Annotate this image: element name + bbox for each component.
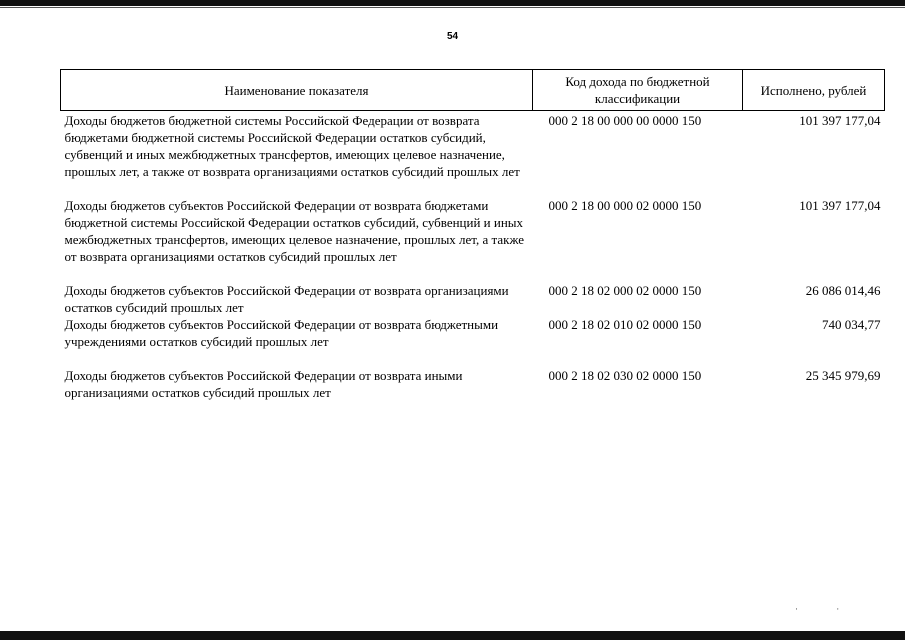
row-amount: 101 397 177,04	[799, 113, 881, 128]
row-amount: 25 345 979,69	[805, 368, 881, 383]
row-amount: 26 086 014,46	[805, 283, 881, 298]
revenue-table	[60, 69, 885, 401]
row-name: Доходы бюджетов субъектов Российской Федерации от возврата бюджетами бюджетной системы Российской Федерации остатков субсидий, субвенций и иных межбюджетных трансфертов, имеющих целевое назначение, прошлых лет, а также от возврата организациями остатков субсидий прошлых лет	[64, 198, 525, 264]
header-row	[61, 70, 885, 111]
header-amount: Исполнено, рублей	[743, 70, 885, 111]
row-name: Доходы бюджетов субъектов Российской Федерации от возврата иными организациями остатков субсидий прошлых лет	[64, 368, 463, 400]
table-row	[61, 316, 885, 367]
table-row	[61, 367, 885, 401]
table-row	[61, 197, 885, 282]
row-code: 000 2 18 02 030 02 0000 150	[548, 368, 702, 383]
row-name: Доходы бюджетов бюджетной системы Российской Федерации от возврата бюджетами бюджетной системы Российской Федерации остатков субсидий, субвенций и иных межбюджетных трансфертов, имеющих целевое назначение, прошлых лет, а также от возврата организациями остатков субсидий прошлых лет	[64, 113, 520, 179]
row-code: 000 2 18 02 010 02 0000 150	[548, 317, 702, 332]
scan-top-border	[0, 0, 905, 6]
row-code: 000 2 18 00 000 02 0000 150	[548, 198, 702, 213]
table-row	[61, 282, 885, 316]
header-code: Код дохода по бюджетной классификации	[533, 70, 743, 111]
table-row	[61, 111, 885, 198]
header-name: Наименование показателя	[61, 70, 533, 111]
scan-top-border-line	[0, 7, 905, 8]
row-amount: 101 397 177,04	[799, 198, 881, 213]
table-body	[61, 111, 885, 402]
scan-specks: · ·	[795, 604, 858, 614]
scan-bottom-border	[0, 631, 905, 640]
row-amount: 740 034,77	[822, 317, 881, 332]
row-name: Доходы бюджетов субъектов Российской Федерации от возврата организациями остатков субсидий прошлых лет	[64, 283, 509, 315]
row-name: Доходы бюджетов субъектов Российской Федерации от возврата бюджетными учреждениями остатков субсидий прошлых лет	[64, 317, 499, 349]
page-number: 54	[446, 31, 459, 42]
row-code: 000 2 18 00 000 00 0000 150	[548, 113, 702, 128]
row-code: 000 2 18 02 000 02 0000 150	[548, 283, 702, 298]
table-header	[61, 70, 885, 111]
